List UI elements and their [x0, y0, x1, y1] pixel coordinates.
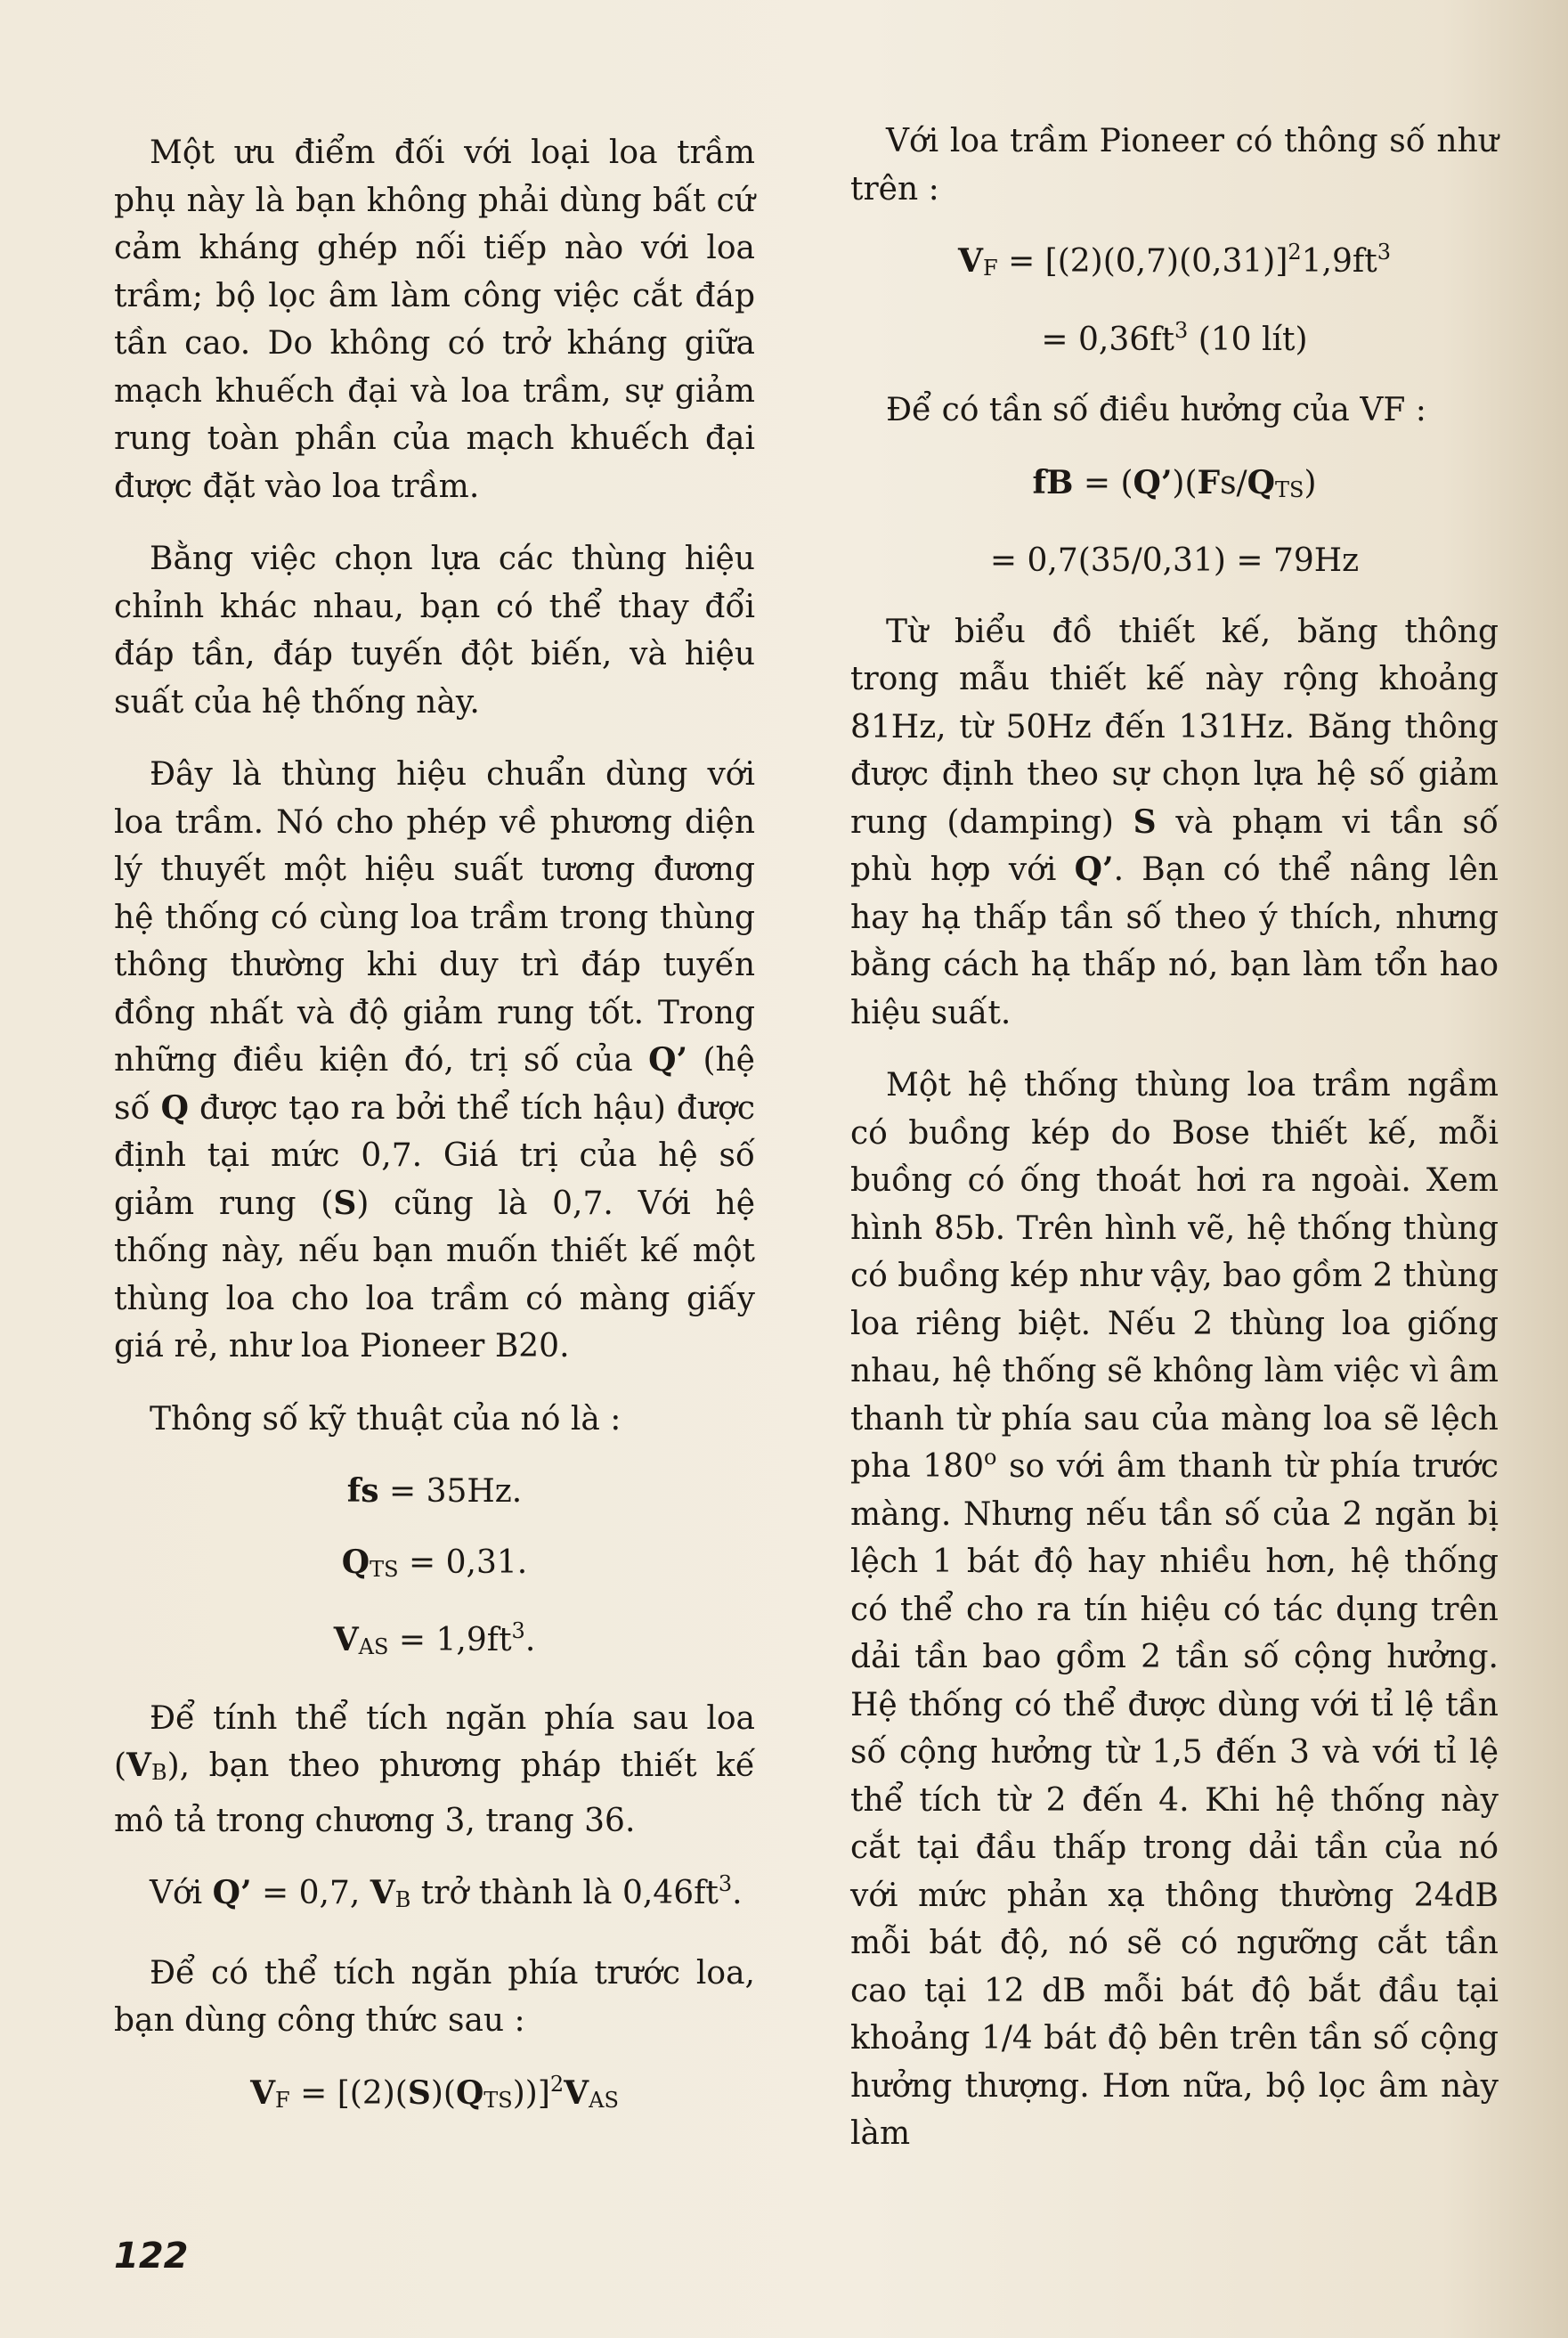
equation-value: = 1,9ft — [398, 1622, 512, 1658]
superscript: 3 — [718, 1871, 733, 1896]
paragraph — [850, 1062, 1499, 2158]
s-symbol: S — [1133, 802, 1157, 841]
subscript: AS — [358, 1634, 389, 1659]
right-column — [850, 118, 1499, 2183]
left-column — [114, 129, 755, 2147]
paragraph-text: Đây là thùng hiệu chuẩn dùng với loa trầm. Nó cho phép về phương diện lý thuyết một hiệu suất tương đương hệ thống có cùng loa trầm trong thùng thông thường khi duy trì đáp tuyến đồng nhất và độ giảm rung tốt. Trong những điều kiện đó, trị số của — [114, 756, 755, 1079]
paragraph — [114, 751, 755, 1371]
superscript: 2 — [1288, 240, 1302, 265]
superscript: 3 — [1174, 317, 1189, 343]
paragraph-text: Với — [150, 1875, 203, 1911]
s-symbol: S — [333, 1184, 357, 1222]
equation-qts — [114, 1539, 755, 1594]
v-symbol: V — [370, 1874, 395, 1911]
subscript: TS — [1275, 477, 1304, 502]
paragraph-text: ), bạn theo phương pháp thiết kế mô tả trong chương 3, trang 36. — [114, 1747, 755, 1839]
paragraph-text: Thông số kỹ thuật của nó là : — [150, 1400, 622, 1438]
q-prime-symbol: Q’ — [648, 1041, 688, 1079]
superscript: 3 — [1377, 240, 1391, 265]
paragraph — [850, 608, 1499, 1038]
paragraph — [114, 535, 755, 726]
equation-text: = [(2)(0,7)(0,31)] — [1008, 243, 1288, 280]
paragraph-text: Bằng việc chọn lựa các thùng hiệu chỉnh khác nhau, bạn có thể thay đổi đáp tần, đáp tuyến đột biến, và hiệu suất của hệ thống này. — [114, 541, 755, 721]
equation-text: s/ — [1220, 464, 1247, 501]
equation-vas — [114, 1617, 755, 1672]
q-prime-symbol: Q’ — [1074, 851, 1114, 888]
subscript: B — [150, 1760, 167, 1785]
equation-vf-value — [850, 238, 1499, 293]
v-symbol: V — [126, 1747, 151, 1784]
paragraph-text: Một ưu điểm đối với loại loa trầm phụ này là bạn không phải dùng bất cứ cảm kháng ghép nối tiếp nào với loa trầm; bộ lọc âm làm công việc cắt đáp tần cao. Do không có trở kháng giữa mạch khuếch đại và loa trầm, sự giảm rung toàn phần của mạch khuếch đại được đặt vào loa trầm. — [114, 134, 755, 505]
punctuation: . — [732, 1875, 743, 1911]
punctuation: . — [524, 1622, 536, 1658]
paragraph-text: (hệ số — [114, 1042, 755, 1127]
subscript: AS — [589, 2087, 619, 2113]
equation-text: )( — [1172, 464, 1198, 501]
paragraph — [114, 129, 755, 510]
equation-text: = [(2)( — [300, 2074, 408, 2112]
paragraph — [850, 387, 1499, 435]
equation-value: = 0,31. — [409, 1544, 528, 1581]
q-symbol: Q — [455, 2073, 484, 2112]
q-prime-symbol: Q’ — [1133, 463, 1173, 501]
paragraph-text: ) cũng là 0,7. Với hệ thống này, nếu bạn muốn thiết kế một thùng loa cho loa trầm có màng giấy giá rẻ, như loa Pioneer B20. — [114, 1185, 756, 1365]
superscript: 2 — [549, 2071, 565, 2097]
equation-vf — [114, 2070, 755, 2125]
v-symbol: V — [333, 1621, 359, 1658]
s-symbol: S — [407, 2073, 431, 2112]
paragraph — [114, 1396, 755, 1444]
subscript: F — [982, 256, 998, 281]
paragraph-text: Một hệ thống thùng loa trầm ngầm có buồng kép do Bose thiết kế, mỗi buồng có ống thoát hơi ra ngoài. Xem hình 85b. Trên hình vẽ, hệ thống thùng có buồng kép như vậy, bao gồm 2 thùng loa riêng biệt. Nếu 2 thùng loa giống nhau, hệ thống sẽ không làm việc vì âm thanh từ phía sau của màng loa sẽ lệch pha 180 — [850, 1067, 1499, 1485]
q-prime-symbol: Q’ — [212, 1874, 252, 1911]
paragraph — [114, 1870, 755, 1925]
degree-superscript: o — [984, 1445, 997, 1470]
paragraph-text: Với loa trầm Pioneer có thông số như trên : — [850, 123, 1499, 208]
q-symbol: Q — [341, 1543, 370, 1581]
subscript: B — [394, 1887, 411, 1912]
paragraph-text: Để có thể tích ngăn phía trước loa, bạn dùng công thức sau : — [114, 1954, 755, 2039]
paragraph-text: . Bạn có thể nâng lên hay hạ thấp tần số theo ý thích, nhưng bằng cách hạ thấp nó, bạn làm tổn hao hiệu suất. — [850, 851, 1499, 1031]
equation-fs — [114, 1468, 755, 1516]
f-symbol: F — [1197, 463, 1221, 501]
v-symbol: V — [564, 2073, 589, 2112]
fs-symbol: fs — [346, 1472, 379, 1510]
paragraph-text: = 0,7, — [262, 1875, 361, 1911]
page-number: 122 — [114, 2236, 189, 2277]
fb-symbol: fB — [1032, 463, 1074, 501]
paragraph — [850, 118, 1499, 213]
paragraph — [114, 1695, 755, 1845]
paragraph-text: so với âm thanh từ phía trước màng. Nhưng nếu tần số của 2 ngăn bị lệch 1 bát độ hay nhiều hơn, hệ thống có thể cho ra tín hiệu có tác dụng trên dải tần bao gồm 2 tần số cộng hưởng. Hệ thống có thể được dùng với tỉ lệ tần số cộng hưởng từ 1,5 đến 3 và với tỉ lệ thể tích từ 2 đến 4. Khi hệ thống này cắt tại đầu thấp trong dải tần của nó với mức phản xạ thông thường 24dB mỗi bát độ, nó sẽ có ngưỡng cắt tần cao tại 12 dB mỗi bát độ bắt đầu tại khoảng 1/4 bát độ bên trên tần số cộng hưởng thượng. Hơn nữa, bộ lọc âm này làm — [850, 1448, 1499, 2152]
paragraph-text: và phạm vi tần số phù hợp với — [850, 803, 1499, 888]
subscript: TS — [370, 1556, 399, 1582]
paragraph — [114, 1950, 755, 2045]
paragraph-text: trở thành là 0,46ft — [420, 1875, 719, 1911]
v-symbol: V — [250, 2073, 276, 2112]
equation-text: = 0,7(35/0,31) = 79Hz — [989, 542, 1360, 579]
equation-text: ) — [1304, 464, 1317, 501]
equation-text: (10 lít) — [1198, 321, 1308, 358]
q-symbol: Q — [1247, 463, 1276, 501]
equation-text: 1,9ft — [1301, 243, 1377, 280]
paragraph-text: được tạo ra bởi thể tích hậu) được định tại mức 0,7. Giá trị của hệ số giảm rung ( — [114, 1089, 755, 1222]
paragraph-text: Từ biểu đồ thiết kế, băng thông trong mẫu thiết kế này rộng khoảng 81Hz, từ 50Hz đến 131Hz. Băng thông được định theo sự chọn lựa hệ số giảm rung (damping) — [850, 613, 1499, 841]
equation-value: = 35Hz. — [388, 1473, 523, 1510]
equation-vf-result — [850, 316, 1499, 364]
paragraph-text: Để tính thể tích ngăn phía sau loa ( — [114, 1699, 755, 1784]
v-symbol: V — [958, 242, 983, 280]
subscript: F — [275, 2087, 290, 2113]
q-symbol: Q — [160, 1088, 189, 1127]
subscript: TS — [483, 2087, 513, 2113]
equation-text: = 0,36ft — [1041, 321, 1174, 358]
paragraph-text: Để có tần số điều hưởng của VF : — [886, 392, 1426, 428]
equation-text: = ( — [1083, 464, 1133, 501]
equation-fb-result — [850, 537, 1499, 585]
equation-text: ))] — [512, 2074, 550, 2112]
superscript: 3 — [511, 1618, 525, 1643]
equation-fb — [850, 460, 1499, 515]
equation-text: )( — [430, 2074, 456, 2112]
